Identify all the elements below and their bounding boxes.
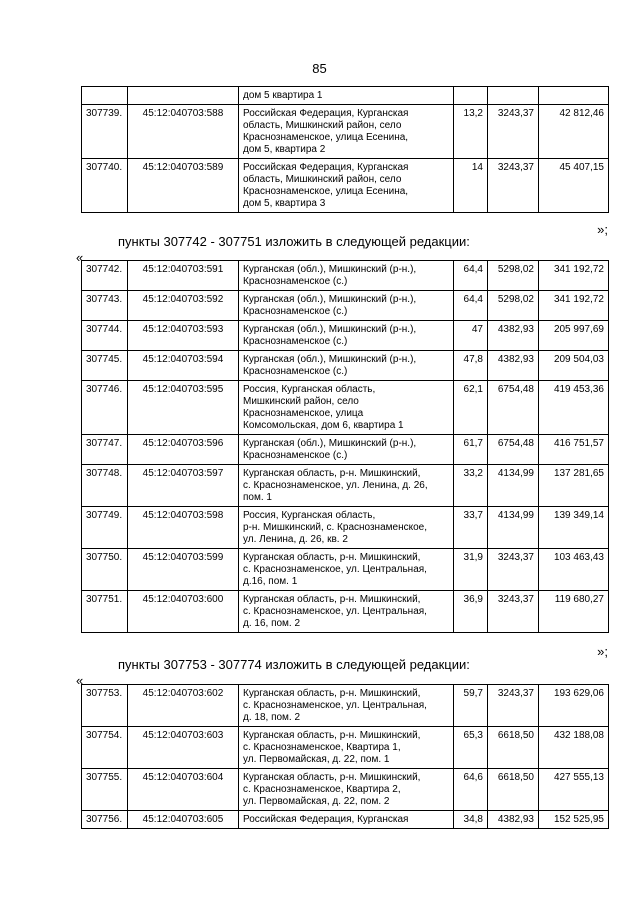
cadastral-number-cell: 45:12:040703:599 bbox=[128, 549, 239, 591]
parcel-number-cell: 307750. bbox=[82, 549, 128, 591]
unit-value-cell: 4134,99 bbox=[488, 465, 539, 507]
table-row bbox=[82, 381, 609, 435]
area-cell: 64,6 bbox=[454, 769, 488, 811]
cadastral-value-cell: 416 751,57 bbox=[539, 435, 609, 465]
address-cell: Курганская область, р-н. Мишкинский, с. Краснознаменское, ул. Центральная, д. 16, пом. 2 bbox=[239, 591, 454, 633]
cadastral-number-cell: 45:12:040703:605 bbox=[128, 811, 239, 829]
table-row bbox=[82, 769, 609, 811]
cadastral-value-cell: 209 504,03 bbox=[539, 351, 609, 381]
cadastral-value-cell: 341 192,72 bbox=[539, 261, 609, 291]
table-row bbox=[82, 507, 609, 549]
area-cell: 64,4 bbox=[454, 291, 488, 321]
address-cell: Курганская (обл.), Мишкинский (р-н.), Краснознаменское (с.) bbox=[239, 351, 454, 381]
cadastral-number-cell: 45:12:040703:589 bbox=[128, 159, 239, 213]
closing-quote: »; bbox=[597, 644, 608, 659]
table-row bbox=[82, 435, 609, 465]
address-cell: Курганская (обл.), Мишкинский (р-н.), Краснознаменское (с.) bbox=[239, 261, 454, 291]
address-cell: Российская Федерация, Курганская область, Мишкинский район, село Краснознаменское, улица Есенина, дом 5, квартира 3 bbox=[239, 159, 454, 213]
cadastral-number-cell: 45:12:040703:593 bbox=[128, 321, 239, 351]
table-row bbox=[82, 465, 609, 507]
table-row bbox=[82, 87, 609, 105]
cadastral-value-cell: 103 463,43 bbox=[539, 549, 609, 591]
table-row bbox=[82, 351, 609, 381]
parcel-number-cell: 307753. bbox=[82, 685, 128, 727]
unit-value-cell: 4382,93 bbox=[488, 811, 539, 829]
table-row bbox=[82, 159, 609, 213]
cadastral-value-cell: 42 812,46 bbox=[539, 105, 609, 159]
area-cell: 36,9 bbox=[454, 591, 488, 633]
address-cell: Курганская область, р-н. Мишкинский, с. Краснознаменское, Квартира 1, ул. Первомайская, д. 22, пом. 1 bbox=[239, 727, 454, 769]
cadastral-number-cell: 45:12:040703:594 bbox=[128, 351, 239, 381]
area-cell: 47 bbox=[454, 321, 488, 351]
land-registry-table-3 bbox=[81, 684, 609, 829]
address-cell: Курганская область, р-н. Мишкинский, с. Краснознаменское, ул. Ленина, д. 26, пом. 1 bbox=[239, 465, 454, 507]
area-cell: 65,3 bbox=[454, 727, 488, 769]
cadastral-value-cell: 152 525,95 bbox=[539, 811, 609, 829]
cadastral-number-cell: 45:12:040703:604 bbox=[128, 769, 239, 811]
area-cell: 61,7 bbox=[454, 435, 488, 465]
area-cell: 34,8 bbox=[454, 811, 488, 829]
address-cell: Курганская (обл.), Мишкинский (р-н.), Краснознаменское (с.) bbox=[239, 291, 454, 321]
cadastral-value-cell: 419 453,36 bbox=[539, 381, 609, 435]
parcel-number-cell: 307749. bbox=[82, 507, 128, 549]
opening-quote: « bbox=[76, 673, 84, 688]
area-cell: 62,1 bbox=[454, 381, 488, 435]
table-row bbox=[82, 321, 609, 351]
area-cell: 31,9 bbox=[454, 549, 488, 591]
area-cell: 14 bbox=[454, 159, 488, 213]
address-cell: Курганская (обл.), Мишкинский (р-н.), Краснознаменское (с.) bbox=[239, 321, 454, 351]
cadastral-value-cell: 205 997,69 bbox=[539, 321, 609, 351]
parcel-number-cell: 307748. bbox=[82, 465, 128, 507]
cadastral-value-cell: 139 349,14 bbox=[539, 507, 609, 549]
area-cell: 33,2 bbox=[454, 465, 488, 507]
unit-value-cell: 4134,99 bbox=[488, 507, 539, 549]
amendment-instruction: пункты 307753 - 307774 изложить в следующей редакции: bbox=[118, 657, 470, 672]
cadastral-value-cell: 427 555,13 bbox=[539, 769, 609, 811]
unit-value-cell: 3243,37 bbox=[488, 549, 539, 591]
table-row bbox=[82, 261, 609, 291]
table-row bbox=[82, 549, 609, 591]
area-cell: 64,4 bbox=[454, 261, 488, 291]
cadastral-number-cell: 45:12:040703:592 bbox=[128, 291, 239, 321]
unit-value-cell: 5298,02 bbox=[488, 261, 539, 291]
cadastral-number-cell: 45:12:040703:602 bbox=[128, 685, 239, 727]
address-cell: Курганская (обл.), Мишкинский (р-н.), Краснознаменское (с.) bbox=[239, 435, 454, 465]
table-row bbox=[82, 727, 609, 769]
table-row bbox=[82, 591, 609, 633]
cadastral-value-cell: 341 192,72 bbox=[539, 291, 609, 321]
cadastral-number-cell bbox=[128, 87, 239, 105]
cadastral-value-cell: 193 629,06 bbox=[539, 685, 609, 727]
closing-quote: »; bbox=[597, 222, 608, 237]
unit-value-cell: 4382,93 bbox=[488, 321, 539, 351]
land-registry-table-1 bbox=[81, 86, 609, 213]
parcel-number-cell: 307745. bbox=[82, 351, 128, 381]
table-row bbox=[82, 105, 609, 159]
parcel-number-cell: 307751. bbox=[82, 591, 128, 633]
unit-value-cell: 6754,48 bbox=[488, 381, 539, 435]
land-registry-table-2 bbox=[81, 260, 609, 633]
area-cell: 33,7 bbox=[454, 507, 488, 549]
unit-value-cell: 3243,37 bbox=[488, 685, 539, 727]
cadastral-number-cell: 45:12:040703:591 bbox=[128, 261, 239, 291]
address-cell: Российская Федерация, Курганская область, Мишкинский район, село Краснознаменское, улица Есенина, дом 5, квартира 2 bbox=[239, 105, 454, 159]
parcel-number-cell: 307742. bbox=[82, 261, 128, 291]
address-cell: Курганская область, р-н. Мишкинский, с. Краснознаменское, ул. Центральная, д.16, пом. 1 bbox=[239, 549, 454, 591]
cadastral-value-cell: 45 407,15 bbox=[539, 159, 609, 213]
cadastral-number-cell: 45:12:040703:595 bbox=[128, 381, 239, 435]
parcel-number-cell: 307746. bbox=[82, 381, 128, 435]
parcel-number-cell: 307747. bbox=[82, 435, 128, 465]
address-cell: Российская Федерация, Курганская bbox=[239, 811, 454, 829]
parcel-number-cell: 307755. bbox=[82, 769, 128, 811]
cadastral-number-cell: 45:12:040703:597 bbox=[128, 465, 239, 507]
unit-value-cell: 3243,37 bbox=[488, 159, 539, 213]
area-cell bbox=[454, 87, 488, 105]
amendment-instruction: пункты 307742 - 307751 изложить в следующей редакции: bbox=[118, 234, 470, 249]
address-cell: Курганская область, р-н. Мишкинский, с. Краснознаменское, ул. Центральная, д. 18, пом. 2 bbox=[239, 685, 454, 727]
parcel-number-cell: 307743. bbox=[82, 291, 128, 321]
cadastral-value-cell bbox=[539, 87, 609, 105]
table-row bbox=[82, 291, 609, 321]
unit-value-cell: 3243,37 bbox=[488, 105, 539, 159]
cadastral-number-cell: 45:12:040703:598 bbox=[128, 507, 239, 549]
unit-value-cell: 4382,93 bbox=[488, 351, 539, 381]
parcel-number-cell: 307744. bbox=[82, 321, 128, 351]
parcel-number-cell: 307756. bbox=[82, 811, 128, 829]
parcel-number-cell: 307740. bbox=[82, 159, 128, 213]
cadastral-number-cell: 45:12:040703:588 bbox=[128, 105, 239, 159]
unit-value-cell: 6754,48 bbox=[488, 435, 539, 465]
area-cell: 59,7 bbox=[454, 685, 488, 727]
table-row bbox=[82, 685, 609, 727]
area-cell: 47,8 bbox=[454, 351, 488, 381]
unit-value-cell bbox=[488, 87, 539, 105]
cadastral-number-cell: 45:12:040703:596 bbox=[128, 435, 239, 465]
address-cell: дом 5 квартира 1 bbox=[239, 87, 454, 105]
parcel-number-cell bbox=[82, 87, 128, 105]
address-cell: Курганская область, р-н. Мишкинский, с. Краснознаменское, Квартира 2, ул. Первомайская, д. 22, пом. 2 bbox=[239, 769, 454, 811]
parcel-number-cell: 307739. bbox=[82, 105, 128, 159]
parcel-number-cell: 307754. bbox=[82, 727, 128, 769]
table-row bbox=[82, 811, 609, 829]
unit-value-cell: 6618,50 bbox=[488, 727, 539, 769]
address-cell: Россия, Курганская область, р-н. Мишкинский, с. Краснознаменское, ул. Ленина, д. 26, кв. 2 bbox=[239, 507, 454, 549]
cadastral-number-cell: 45:12:040703:600 bbox=[128, 591, 239, 633]
cadastral-value-cell: 137 281,65 bbox=[539, 465, 609, 507]
area-cell: 13,2 bbox=[454, 105, 488, 159]
page-number: 85 bbox=[312, 61, 327, 76]
cadastral-value-cell: 432 188,08 bbox=[539, 727, 609, 769]
unit-value-cell: 5298,02 bbox=[488, 291, 539, 321]
unit-value-cell: 6618,50 bbox=[488, 769, 539, 811]
address-cell: Россия, Курганская область, Мишкинский район, село Краснознаменское, улица Комсомольская, дом 6, квартира 1 bbox=[239, 381, 454, 435]
opening-quote: « bbox=[76, 250, 84, 265]
unit-value-cell: 3243,37 bbox=[488, 591, 539, 633]
cadastral-number-cell: 45:12:040703:603 bbox=[128, 727, 239, 769]
cadastral-value-cell: 119 680,27 bbox=[539, 591, 609, 633]
